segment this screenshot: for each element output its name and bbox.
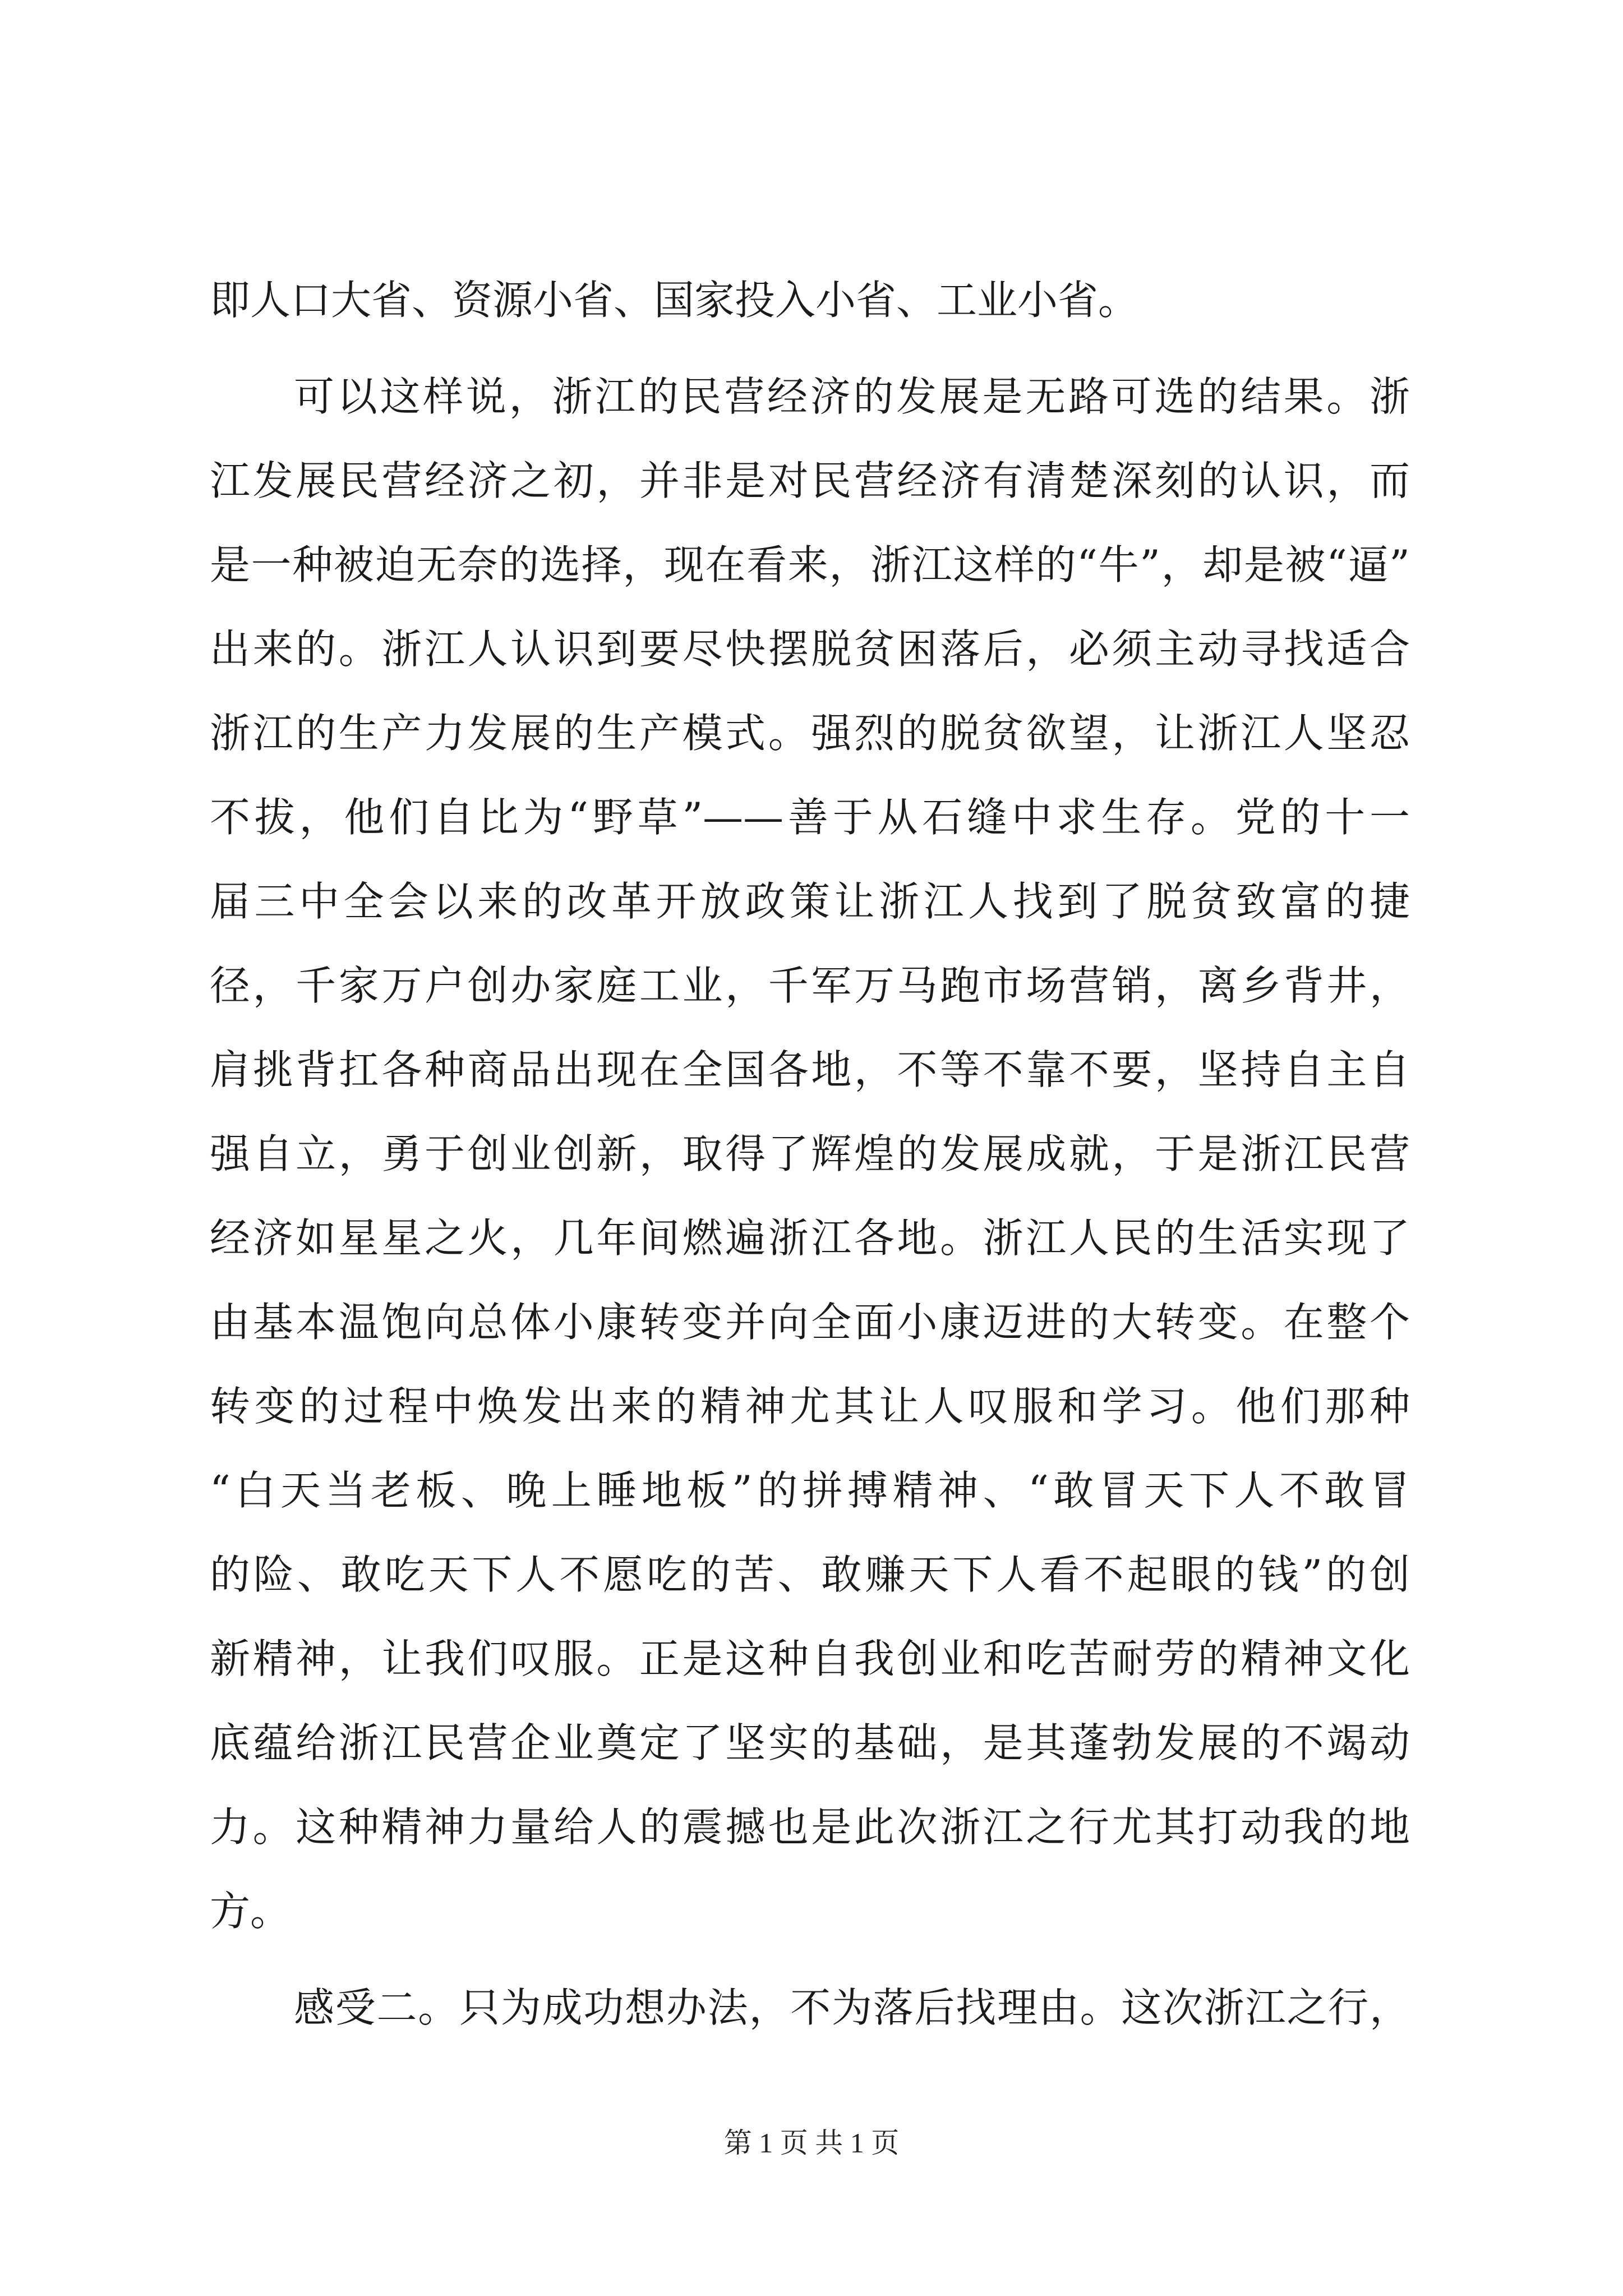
text-line: 可以这样说，浙江的民营经济的发展是无路可选的结果。浙 <box>294 373 1410 420</box>
text-line: “白天当老板、晚上睡地板”的拼搏精神、“敢冒天下人不敢冒 <box>210 1467 1410 1514</box>
text-line: 的险、敢吃天下人不愿吃的苦、敢赚天下人看不起眼的钱”的创 <box>210 1551 1410 1598</box>
text-line: 浙江的生产力发展的生产模式。强烈的脱贫欲望，让浙江人坚忍 <box>210 710 1410 757</box>
paragraph-gap <box>210 1953 1410 1966</box>
text-line: 即人口大省、资源小省、国家投入小省、工业小省。 <box>210 277 1139 324</box>
paragraph-gap <box>210 342 1410 355</box>
text-line: 方。 <box>210 1888 291 1935</box>
text-line: 届三中全会以来的改革开放政策让浙江人找到了脱贫致富的捷 <box>210 878 1410 925</box>
text-line: 不拔，他们自比为“野草”——善于从石缝中求生存。党的十一 <box>210 794 1410 841</box>
text-line: 强自立，勇于创业创新，取得了辉煌的发展成就，于是浙江民营 <box>210 1130 1410 1177</box>
text-line: 经济如星星之火，几年间燃遍浙江各地。浙江人民的生活实现了 <box>210 1214 1410 1262</box>
text-line: 转变的过程中焕发出来的精神尤其让人叹服和学习。他们那种 <box>210 1383 1410 1430</box>
text-line: 底蕴给浙江民营企业奠定了坚实的基础，是其蓬勃发展的不竭动 <box>210 1719 1410 1766</box>
text-line: 出来的。浙江人认识到要尽快摆脱贫困落后，必须主动寻找适合 <box>210 625 1410 673</box>
text-line: 由基本温饱向总体小康转变并向全面小康迈进的大转变。在整个 <box>210 1299 1410 1346</box>
text-line: 径，千家万户创办家庭工业，千军万马跑市场营销，离乡背井， <box>210 962 1410 1009</box>
page-number-footer: 第 1 页 共 1 页 <box>723 2127 900 2159</box>
text-line: 肩挑背扛各种商品出现在全国各地，不等不靠不要，坚持自主自 <box>210 1046 1410 1093</box>
text-line: 新精神，让我们叹服。正是这种自我创业和吃苦耐劳的精神文化 <box>210 1635 1410 1682</box>
text-line: 感受二。只为成功想办法，不为落后找理由。这次浙江之行， <box>294 1984 1410 2031</box>
text-line: 力。这种精神力量给人的震撼也是此次浙江之行尤其打动我的地 <box>210 1803 1410 1851</box>
text-line: 江发展民营经济之初，并非是对民营经济有清楚深刻的认识，而 <box>210 457 1410 504</box>
text-line: 是一种被迫无奈的选择，现在看来，浙江这样的“牛”，却是被“逼” <box>210 541 1410 588</box>
document-body <box>210 258 1410 2050</box>
